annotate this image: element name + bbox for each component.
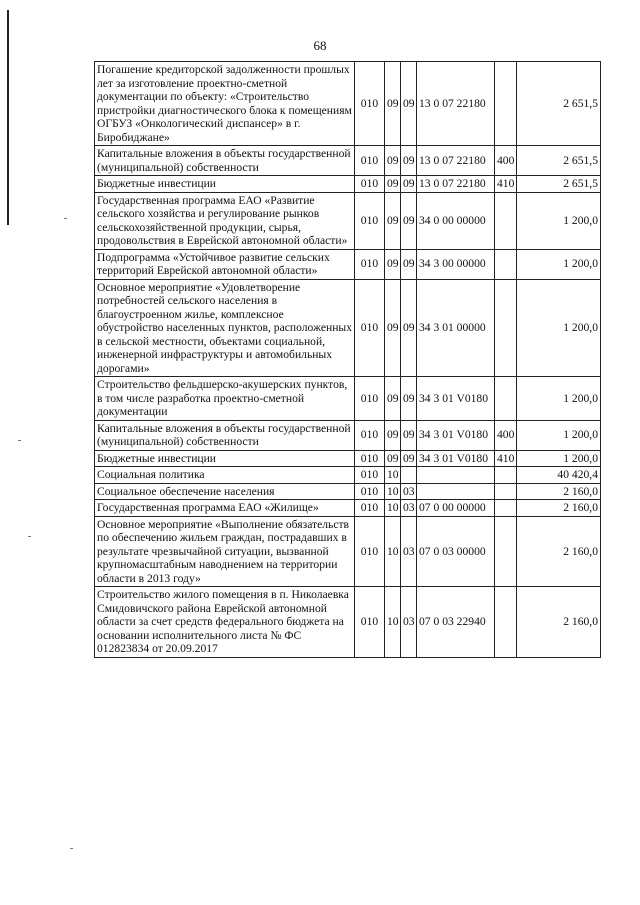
target-article: 07 0 00 00000 [417,500,495,517]
amount: 1 200,0 [517,450,601,467]
row-name: Подпрограмма «Устойчивое развитие сельских территорий Еврейской автономной области» [95,249,355,279]
table-row [95,279,601,377]
row-name: Бюджетные инвестиции [95,450,355,467]
row-name: Капитальные вложения в объекты государственной (муниципальной) собственности [95,420,355,450]
admin-code: 010 [355,146,385,176]
section-code: 09 [385,279,401,377]
target-article: 13 0 07 22180 [417,62,495,146]
table-row [95,483,601,500]
expense-type [495,483,517,500]
subsection-code: 09 [401,377,417,421]
admin-code: 010 [355,377,385,421]
admin-code: 010 [355,420,385,450]
target-article: 34 0 00 00000 [417,192,495,249]
section-code: 09 [385,192,401,249]
target-article: 34 3 01 00000 [417,279,495,377]
target-article: 13 0 07 22180 [417,146,495,176]
admin-code: 010 [355,587,385,658]
admin-code: 010 [355,62,385,146]
table-row [95,192,601,249]
budget-table-body [95,62,601,658]
subsection-code: 09 [401,420,417,450]
expense-type [495,279,517,377]
expense-type [495,516,517,587]
section-code: 09 [385,420,401,450]
row-name: Основное мероприятие «Выполнение обязательств по обеспечению жильем граждан, пострадавших в результате чрезвычайной ситуации, вызванной крупномасштабным наводнением на территории области в 2013 году» [95,516,355,587]
amount: 1 200,0 [517,377,601,421]
expense-type [495,249,517,279]
row-name: Основное мероприятие «Удовлетворение потребностей сельского населения в благоустроенном жилье, комплексное обустройство населенных пунктов, расположенных в сельской местности, объектами социальной, инженерной инфраструктуры и автомобильных дорогами» [95,279,355,377]
amount: 1 200,0 [517,420,601,450]
admin-code: 010 [355,176,385,193]
table-row [95,450,601,467]
expense-type: 410 [495,450,517,467]
table-row [95,500,601,517]
target-article: 13 0 07 22180 [417,176,495,193]
target-article: 34 3 00 00000 [417,249,495,279]
subsection-code: 09 [401,192,417,249]
subsection-code: 09 [401,146,417,176]
target-article [417,467,495,484]
subsection-code: 09 [401,450,417,467]
admin-code: 010 [355,450,385,467]
target-article: 34 3 01 V0180 [417,377,495,421]
amount: 2 651,5 [517,62,601,146]
expense-type [495,62,517,146]
target-article: 07 0 03 22940 [417,587,495,658]
subsection-code: 03 [401,587,417,658]
subsection-code: 09 [401,249,417,279]
subsection-code: 09 [401,62,417,146]
target-article: 34 3 01 V0180 [417,450,495,467]
row-name: Строительство жилого помещения в п. Николаевка Смидовичского района Еврейской автономной области за счет средств федерального бюджета на основании исполнительного листа № ФС 012823834 от 20.09.2017 [95,587,355,658]
amount: 2 160,0 [517,483,601,500]
amount: 2 651,5 [517,176,601,193]
admin-code: 010 [355,467,385,484]
subsection-code: 09 [401,279,417,377]
expense-type [495,500,517,517]
table-row [95,146,601,176]
section-code: 09 [385,146,401,176]
amount: 40 420,4 [517,467,601,484]
table-row [95,249,601,279]
section-code: 09 [385,176,401,193]
amount: 2 160,0 [517,516,601,587]
scan-mark [28,536,31,537]
table-row [95,516,601,587]
section-code: 09 [385,377,401,421]
row-name: Государственная программа ЕАО «Жилище» [95,500,355,517]
amount: 2 160,0 [517,587,601,658]
expense-type [495,377,517,421]
admin-code: 010 [355,483,385,500]
amount: 2 160,0 [517,500,601,517]
subsection-code: 09 [401,176,417,193]
target-article: 07 0 03 00000 [417,516,495,587]
row-name: Социальное обеспечение населения [95,483,355,500]
expense-type: 400 [495,420,517,450]
row-name: Государственная программа ЕАО «Развитие сельского хозяйства и регулирование рынков сельскохозяйственной продукции, сырья, продовольствия в Еврейской автономной области» [95,192,355,249]
admin-code: 010 [355,279,385,377]
table-row [95,176,601,193]
subsection-code: 03 [401,483,417,500]
expense-type [495,467,517,484]
page-number: 68 [313,38,327,53]
section-code: 10 [385,516,401,587]
section-code: 09 [385,249,401,279]
row-name: Капитальные вложения в объекты государственной (муниципальной) собственности [95,146,355,176]
admin-code: 010 [355,516,385,587]
table-row [95,377,601,421]
subsection-code: 03 [401,500,417,517]
target-article: 34 3 01 V0180 [417,420,495,450]
amount: 1 200,0 [517,192,601,249]
row-name: Погашение кредиторской задолженности прошлых лет за изготовление проектно-сметной документации по объекту: «Строительство пристройки диагностического блока к помещениям ОГБУЗ «Онкологический диспансер» в г. Биробиджане» [95,62,355,146]
table-row [95,587,601,658]
row-name: Бюджетные инвестиции [95,176,355,193]
scan-mark [18,440,21,441]
scan-mark [70,848,73,849]
amount: 2 651,5 [517,146,601,176]
section-code: 09 [385,450,401,467]
admin-code: 010 [355,192,385,249]
admin-code: 010 [355,500,385,517]
section-code: 09 [385,62,401,146]
target-article [417,483,495,500]
table-row [95,62,601,146]
section-code: 10 [385,483,401,500]
row-name: Социальная политика [95,467,355,484]
table-row [95,467,601,484]
subsection-code: 03 [401,516,417,587]
row-name: Строительство фельдшерско-акушерских пунктов, в том числе разработка проектно-сметной документации [95,377,355,421]
expense-type: 410 [495,176,517,193]
budget-table [94,61,601,658]
section-code: 10 [385,500,401,517]
amount: 1 200,0 [517,279,601,377]
expense-type [495,192,517,249]
scan-mark [64,218,67,219]
section-code: 10 [385,587,401,658]
section-code: 10 [385,467,401,484]
expense-type [495,587,517,658]
admin-code: 010 [355,249,385,279]
subsection-code [401,467,417,484]
expense-type: 400 [495,146,517,176]
amount: 1 200,0 [517,249,601,279]
table-row [95,420,601,450]
